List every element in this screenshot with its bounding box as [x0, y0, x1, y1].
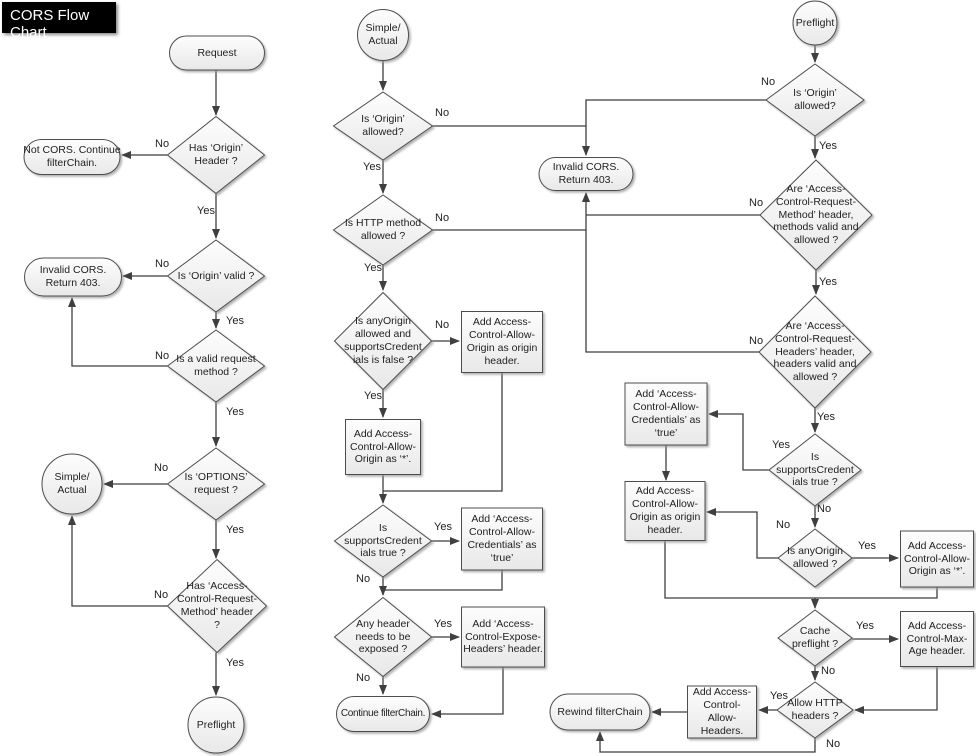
add-acac-true-2-text-line: ‘true’ [490, 551, 514, 564]
acrm-valid-text-line: allowed ? [793, 234, 839, 247]
edge-label: Yes [819, 276, 837, 288]
origin-allowed-2-label [334, 92, 433, 160]
supports-cred-3-text-line: supportsCredent [776, 463, 854, 476]
anyorigin-supportscred-false-text-line: supportsCredent [344, 341, 422, 353]
add-acah-text-line: Headers. [700, 724, 744, 737]
rewind-filterchain-label [550, 694, 650, 730]
add-acao-origin-2-text-line: header. [484, 354, 520, 367]
origin-allowed-2-text-line: Is ‘Origin’ [361, 113, 405, 126]
edge-label: Yes [434, 521, 452, 533]
edge-label: No [435, 212, 450, 224]
preflight-1-label [188, 697, 244, 753]
preflight-1-text-line: Preflight [196, 718, 236, 731]
cache-preflight-text-line: Cache [799, 625, 831, 638]
add-acao-star-3-label [901, 531, 974, 587]
edge-label: Yes [226, 657, 244, 669]
add-acma-text-line: Age header. [908, 645, 966, 658]
edge-label: Yes [819, 140, 837, 152]
add-acac-true-2-label [462, 508, 543, 570]
any-header-exposed-text-line: Any header [356, 617, 410, 630]
has-acrm-header-text-line: Control-Request- [177, 593, 257, 606]
has-acrm-header-text-line: Has ‘Access- [186, 580, 248, 593]
anyorigin-allowed-3-label [778, 529, 852, 587]
add-acao-origin-2-text-line: Origin as origin [466, 342, 538, 354]
add-acac-true-3-text-line: ‘true’ [654, 426, 678, 439]
valid-request-method-text-line: Is a valid request [176, 353, 256, 366]
acrm-valid-label [760, 160, 872, 270]
edge-label: No [826, 738, 841, 750]
add-acao-origin-2-label [462, 312, 543, 373]
edge-label: No [761, 76, 776, 88]
continue-filterchain-text-line: Continue filterChain. [340, 707, 426, 719]
not-cors-label [24, 140, 120, 175]
any-header-exposed-text-line: needs to be [355, 630, 411, 643]
acrm-valid-text-line: Method’ header, [778, 208, 854, 221]
cache-preflight-label [778, 610, 852, 666]
continue-filterchain-label [337, 697, 430, 732]
add-acao-star-2-text-line: Add Access- [353, 427, 413, 440]
acrh-valid-text-line: allowed ? [792, 371, 838, 384]
simple-actual-1-text-line: Actual [57, 484, 87, 496]
valid-request-method-text-line: method ? [194, 366, 238, 378]
acrh-valid-text-line: Control-Request- [775, 332, 855, 345]
simple-actual-1-label [42, 454, 102, 514]
edge-label: No [154, 462, 169, 474]
supports-cred-2-text-line: ials true ? [360, 547, 406, 560]
origin-allowed-3-label [766, 64, 864, 136]
edge-label: Yes [363, 161, 381, 173]
add-acac-true-3-text-line: Add ‘Access- [635, 388, 697, 401]
anyorigin-allowed-3-text-line: Is anyOrigin [786, 545, 844, 558]
edge-label: No [749, 197, 764, 209]
invalid-cors-1-label [25, 258, 122, 296]
acrm-valid-text-line: Are ‘Access- [786, 183, 846, 195]
edge-label: No [817, 503, 832, 515]
invalid-cors-1-text-line: Return 403. [45, 277, 101, 289]
edge-label: No [435, 319, 450, 331]
request-label [170, 36, 265, 70]
edge-label: No [155, 350, 170, 362]
edge-label: No [356, 573, 371, 585]
add-acao-star-3-text-line: Origin as ‘*’. [908, 565, 966, 578]
add-acac-true-3-label [625, 383, 707, 445]
has-origin-header-text-line: Has ‘Origin’ [188, 142, 244, 155]
add-aceh-text-line: Control-Expose- [465, 630, 541, 643]
http-method-allowed-label [334, 195, 433, 265]
add-acah-label [688, 686, 757, 738]
add-acma-text-line: Add Access- [907, 619, 967, 632]
invalid-cors-2-label [539, 158, 633, 191]
anyorigin-supportscred-false-text-line: ials is false ? [352, 353, 414, 366]
origin-valid-text-line: Is ‘Origin’ valid ? [177, 269, 255, 282]
add-acao-origin-2-text-line: Add Access- [472, 316, 532, 329]
any-header-exposed-label [335, 598, 432, 677]
supports-cred-2-text-line: supportsCredent [344, 534, 422, 547]
edge-label: Yes [364, 390, 382, 402]
not-cors-text-line: Not CORS. Continue [23, 144, 121, 157]
has-acrm-header-text-line: ? [214, 618, 220, 631]
add-acma-text-line: Control-Max- [906, 632, 968, 645]
acrh-valid-label [759, 296, 871, 408]
add-acac-true-3-text-line: Credentials’ as [631, 414, 701, 426]
not-cors-text-line: filterChain. [46, 157, 98, 169]
anyorigin-supportscred-false-text-line: allowed and [354, 328, 412, 341]
has-acrm-header-label [168, 560, 267, 653]
edge-label: No [776, 519, 791, 531]
add-aceh-text-line: Headers’ header. [463, 643, 543, 656]
add-acao-star-3-text-line: Add Access- [907, 539, 967, 552]
anyorigin-allowed-3-text-line: allowed ? [792, 558, 838, 570]
acrh-valid-text-line: Headers’ header, [775, 345, 855, 358]
add-acac-true-2-text-line: Add ‘Access- [471, 513, 533, 526]
origin-allowed-2-text-line: allowed? [362, 126, 404, 138]
allow-http-headers-text-line: Allow HTTP [787, 697, 843, 710]
edge-label: No [821, 665, 836, 677]
acrm-valid-text-line: methods valid and [773, 221, 859, 234]
add-acac-true-3-text-line: Control-Allow- [633, 401, 699, 414]
supports-cred-3-text-line: Is [810, 450, 820, 463]
invalid-cors-2-text-line: Invalid CORS. [552, 161, 620, 174]
allow-http-headers-text-line: headers ? [791, 710, 839, 722]
http-method-allowed-text-line: allowed ? [360, 230, 406, 242]
edge-label: Yes [858, 540, 876, 552]
supports-cred-2-text-line: Is [378, 521, 388, 534]
edge-label: No [356, 672, 371, 684]
add-acao-origin-3-text-line: Control-Allow- [632, 498, 698, 511]
valid-request-method-label [168, 330, 265, 402]
options-request-text-line: request ? [194, 484, 238, 496]
add-acah-text-line: Add Access- [692, 686, 752, 699]
edge-label: No [749, 335, 764, 347]
edge-label: No [155, 258, 170, 270]
add-acao-origin-2-text-line: Control-Allow- [469, 329, 535, 342]
acrh-valid-text-line: headers valid and [773, 358, 857, 371]
add-acao-origin-3-text-line: header. [647, 523, 683, 536]
options-request-text-line: Is ‘OPTIONS’ [184, 471, 248, 484]
edge-label: No [435, 107, 450, 119]
edge-label: Yes [226, 524, 244, 536]
supports-cred-3-text-line: ials true ? [792, 476, 838, 489]
supports-cred-3-label [769, 434, 861, 506]
has-origin-header-label [168, 117, 265, 194]
allow-http-headers-label [777, 682, 853, 738]
add-acao-star-2-text-line: Control-Allow- [350, 440, 416, 453]
edge-label: Yes [856, 620, 874, 632]
invalid-cors-1-text-line: Invalid CORS. [39, 264, 107, 277]
add-aceh-text-line: Add ‘Access- [472, 617, 534, 630]
edge-label: Yes [226, 315, 244, 327]
edge-label: No [154, 589, 169, 601]
edge-label: Yes [772, 439, 790, 451]
add-acao-star-3-text-line: Control-Allow- [904, 552, 970, 565]
edge-label: No [155, 138, 170, 150]
edge-label: Yes [770, 690, 788, 702]
add-acao-star-2-text-line: Origin as ‘*’. [354, 453, 412, 466]
acrm-valid-text-line: Control-Request- [776, 195, 856, 208]
edge-label: Yes [817, 411, 835, 423]
any-header-exposed-text-line: exposed ? [358, 643, 408, 656]
simple-actual-2-text-line: Actual [368, 35, 398, 47]
add-acac-true-2-text-line: Credentials’ as [467, 539, 537, 551]
preflight-3-text-line: Preflight [795, 16, 835, 29]
origin-allowed-3-text-line: Is ‘Origin’ [793, 87, 837, 100]
acrh-valid-text-line: Are ‘Access- [785, 320, 845, 332]
add-acah-text-line: Control- [703, 699, 741, 712]
request-text-line: Request [197, 46, 237, 59]
edge-label: Yes [197, 205, 215, 217]
simple-actual-2-label [358, 10, 409, 61]
add-acao-origin-3-text-line: Origin as origin [629, 511, 701, 523]
has-origin-header-text-line: Header ? [194, 155, 238, 167]
anyorigin-supportscred-false-label [335, 293, 432, 390]
origin-valid-label [168, 240, 265, 312]
has-acrm-header-text-line: Method’ header [180, 606, 254, 618]
edge-label: Yes [226, 406, 244, 418]
edge-label: Yes [434, 618, 452, 630]
add-acac-true-2-text-line: Control-Allow- [469, 526, 535, 539]
edge-label: Yes [364, 262, 382, 274]
add-acma-label [901, 612, 974, 667]
add-aceh-label [462, 607, 545, 667]
http-method-allowed-text-line: Is HTTP method [344, 217, 422, 230]
add-acao-origin-3-label [625, 482, 705, 541]
invalid-cors-2-text-line: Return 403. [558, 174, 614, 186]
chart-title: CORS Flow Chart [2, 2, 116, 33]
add-acah-text-line: Allow- [707, 712, 737, 724]
simple-actual-1-text-line: Simple/ [54, 471, 90, 484]
origin-allowed-3-text-line: allowed? [794, 100, 836, 112]
simple-actual-2-text-line: Simple/ [365, 22, 401, 35]
preflight-3-label [793, 1, 837, 45]
anyorigin-supportscred-false-text-line: Is anyOrigin [354, 315, 412, 328]
add-acao-star-2-label [346, 420, 421, 475]
supports-cred-2-label [335, 505, 432, 577]
options-request-label [168, 448, 265, 520]
add-acao-origin-3-text-line: Add Access- [635, 485, 695, 498]
cache-preflight-text-line: preflight ? [791, 638, 839, 650]
rewind-filterchain-text-line: Rewind filterChain [557, 705, 643, 718]
